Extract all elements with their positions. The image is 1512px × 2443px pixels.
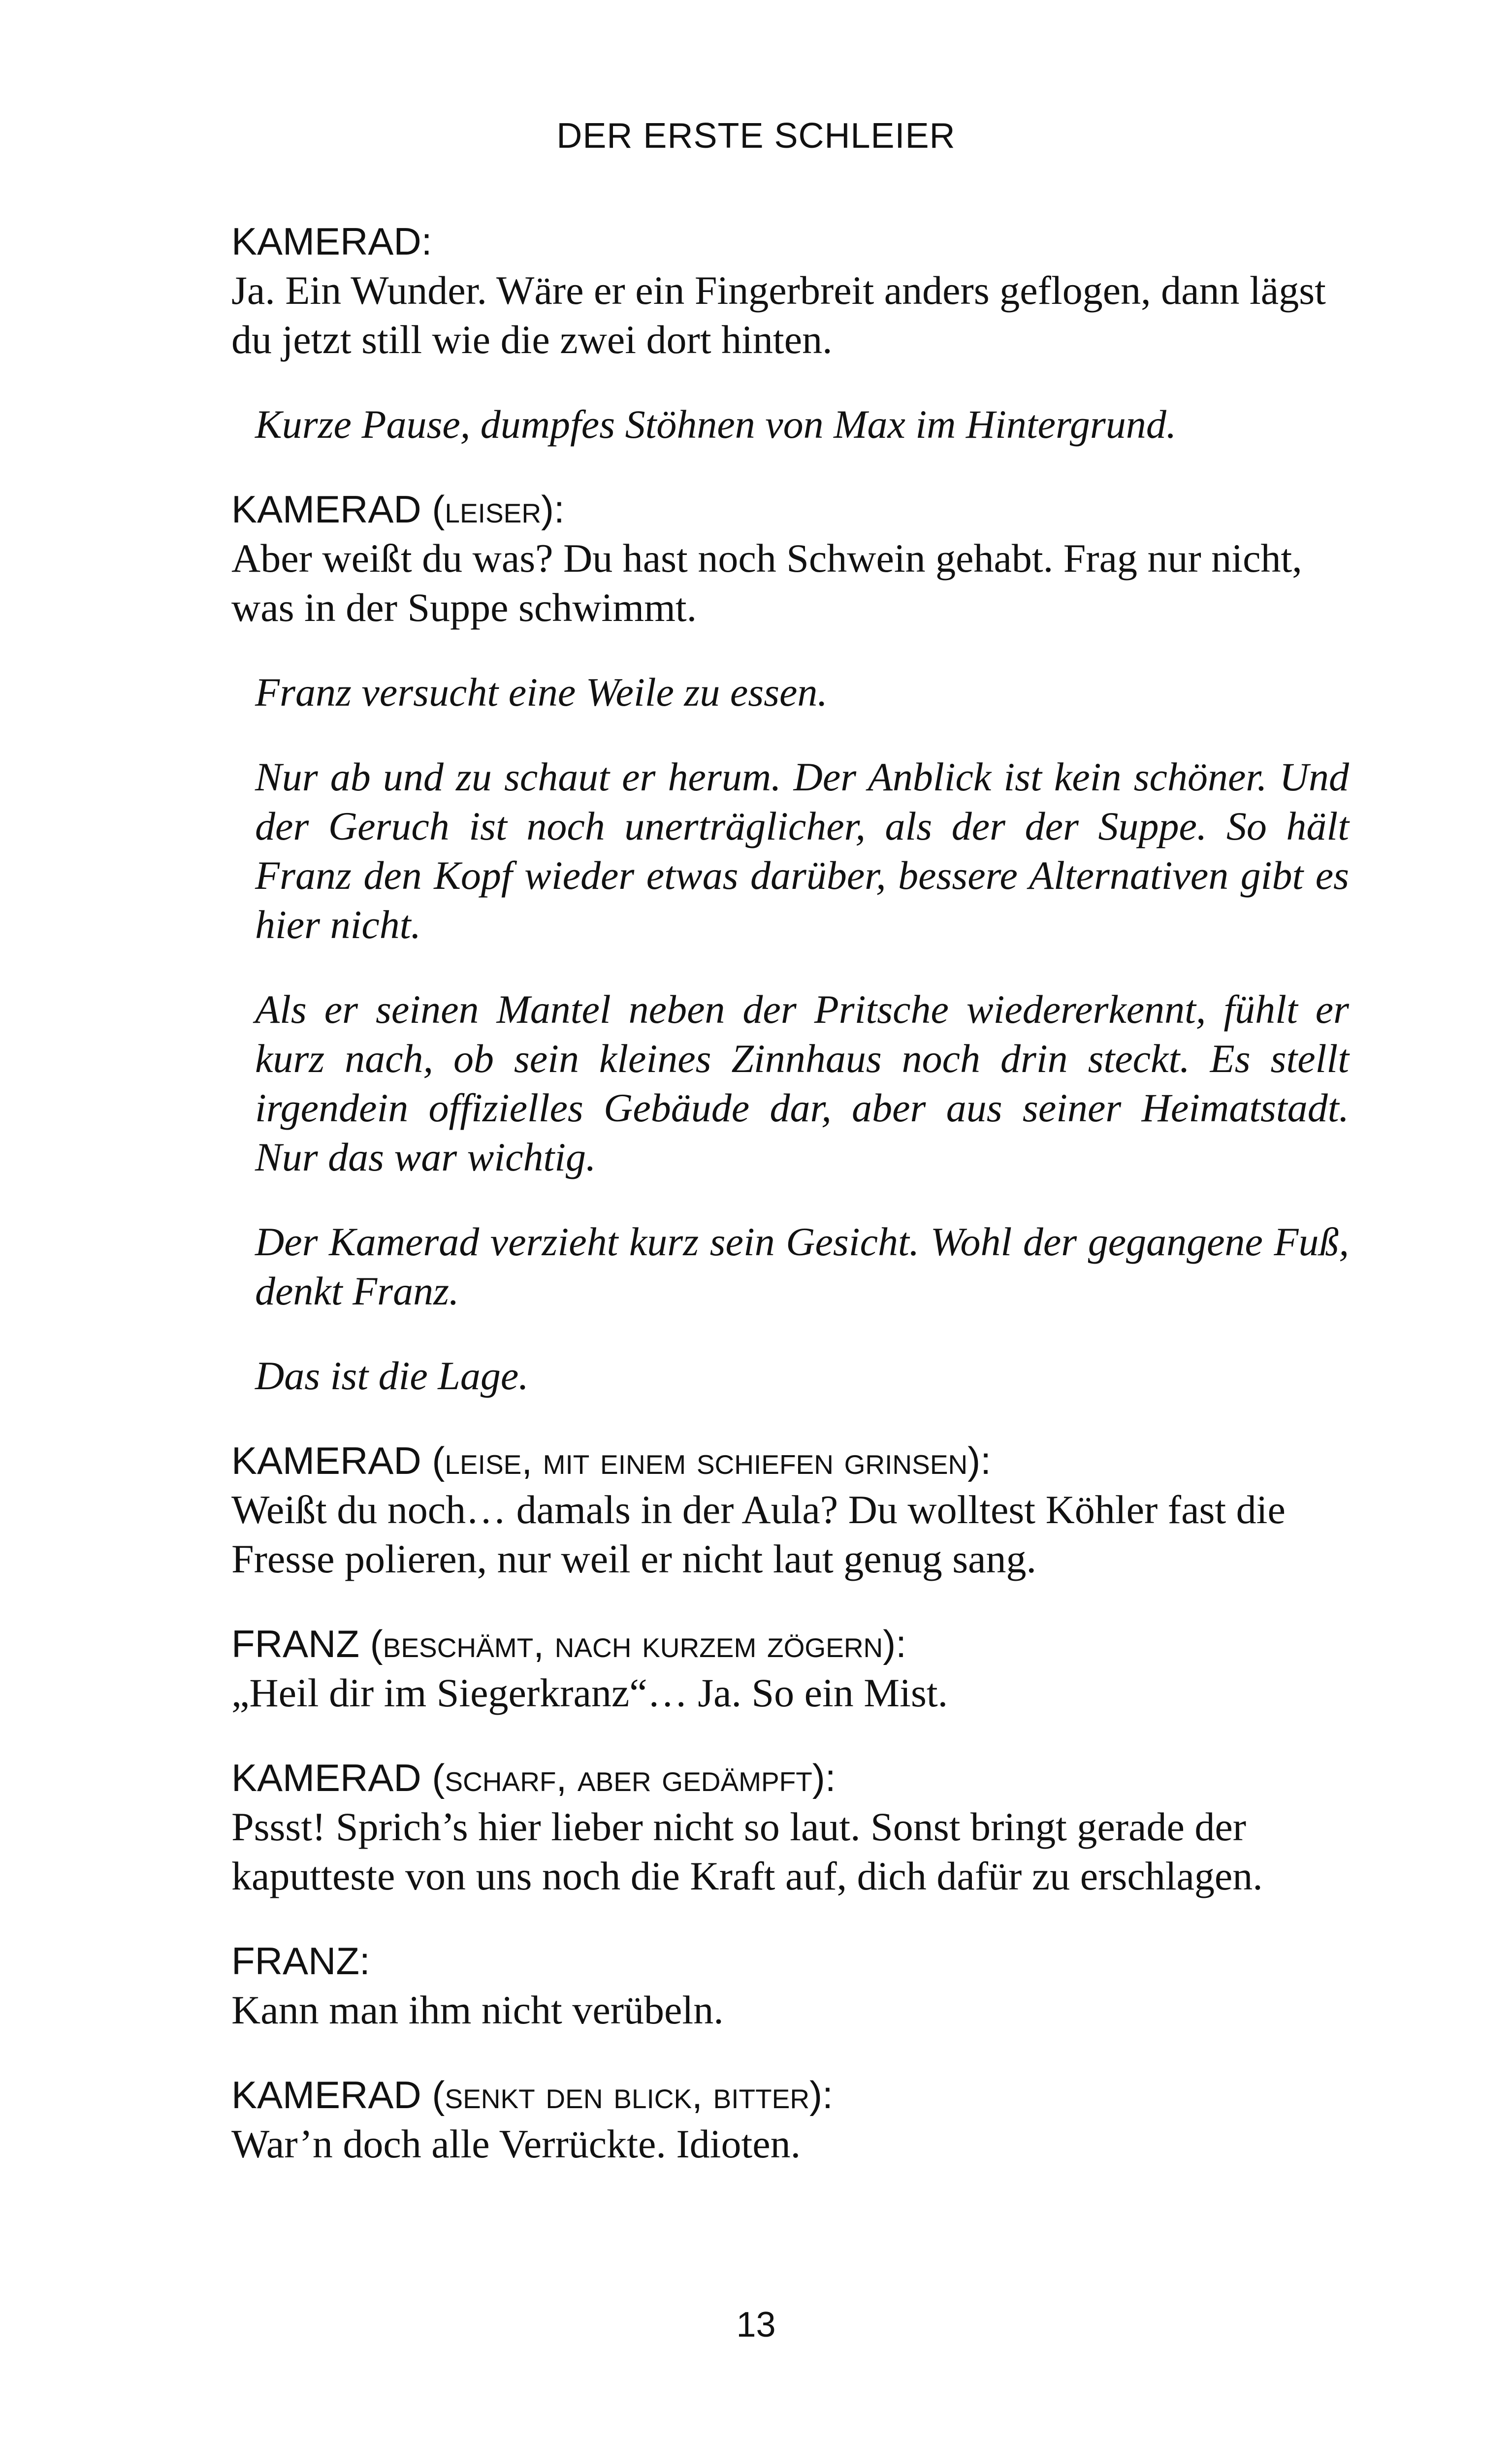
speech-text: Weißt du noch… damals in der Aula? Du wolltest Köhler fast die Fresse polieren, nur weil er nicht laut genug sang. (231, 1487, 1286, 1581)
speaker-line: KAMERAD: (231, 220, 432, 263)
page-number: 13 (736, 2305, 776, 2345)
speaker-name: KAMERAD (231, 220, 421, 263)
dialogue-block (231, 1619, 1349, 1718)
speech-text: Pssst! Sprich’s hier lieber nicht so laut. Sonst bringt gerade der kaputteste von uns noch die Kraft auf, dich dafür zu erschlagen. (231, 1804, 1263, 1898)
page-content (231, 217, 1349, 2169)
speaker-line: KAMERAD (scharf, aber gedämpft): (231, 1756, 836, 1799)
speaker-name: KAMERAD (231, 488, 421, 531)
running-head: DER ERSTE SCHLEIER (556, 116, 956, 156)
speaker-name: FRANZ (231, 1939, 359, 1983)
speaker-direction: scharf, aber gedämpft (445, 1756, 812, 1799)
speech-text: War’n doch alle Verrückte. Idioten. (231, 2121, 801, 2166)
speaker-line: FRANZ (beschämt, nach kurzem zögern): (231, 1622, 906, 1665)
stage-direction: Das ist die Lage. (255, 1353, 529, 1398)
speaker-direction: beschämt, nach kurzem zögern (383, 1622, 883, 1665)
stage-direction: Kurze Pause, dumpfes Stöhnen von Max im Hintergrund. (255, 402, 1177, 447)
stage-direction: Nur ab und zu schaut er herum. Der Anblick ist kein schöner. Und der Geruch ist noch unerträglicher, als der der Suppe. So hält Franz den Kopf wieder etwas darüber, bessere Alternativen gibt es hier nicht. (255, 754, 1349, 947)
stage-direction: Als er seinen Mantel neben der Pritsche wiedererkennt, fühlt er kurz nach, ob sein kleines Zinnhaus noch drin steckt. Es stellt irgendein offizielles Gebäude dar, aber aus seiner Heimatstadt. Nur das war wichtig. (255, 987, 1349, 1179)
speaker-name: KAMERAD (231, 2073, 421, 2117)
speech-text: Aber weißt du was? Du hast noch Schwein gehabt. Frag nur nicht, was in der Suppe schwimmt. (231, 536, 1302, 630)
dialogue-block (231, 485, 1349, 632)
stage-direction: Franz versucht eine Weile zu essen. (255, 670, 828, 715)
stage-direction: Der Kamerad verzieht kurz sein Gesicht. Wohl der gegangene Fuß, denkt Franz. (255, 1219, 1349, 1313)
speaker-direction: senkt den blick, bitter (445, 2073, 810, 2117)
speaker-line: FRANZ: (231, 1939, 370, 1983)
dialogue-block (231, 217, 1349, 364)
dialogue-block (231, 1936, 1349, 2035)
speech-text: Kann man ihm nicht verübeln. (231, 1987, 724, 2032)
speaker-line: KAMERAD (leiser): (231, 488, 565, 531)
speaker-name: KAMERAD (231, 1756, 421, 1799)
speaker-line: KAMERAD (senkt den blick, bitter): (231, 2073, 833, 2117)
speaker-direction: leiser (445, 488, 542, 531)
speech-text: Ja. Ein Wunder. Wäre er ein Fingerbreit anders geflogen, dann lägst du jetzt still wie die zwei dort hinten. (231, 268, 1326, 362)
speech-text: „Heil dir im Siegerkranz“… Ja. So ein Mist. (231, 1670, 948, 1715)
speaker-name: KAMERAD (231, 1439, 421, 1482)
speaker-direction: leise, mit einem schiefen grinsen (445, 1439, 968, 1482)
speaker-line: KAMERAD (leise, mit einem schiefen grinsen): (231, 1439, 991, 1482)
dialogue-block (231, 1753, 1349, 1901)
dialogue-block (231, 1436, 1349, 1584)
speaker-name: FRANZ (231, 1622, 359, 1665)
dialogue-block (231, 2070, 1349, 2169)
